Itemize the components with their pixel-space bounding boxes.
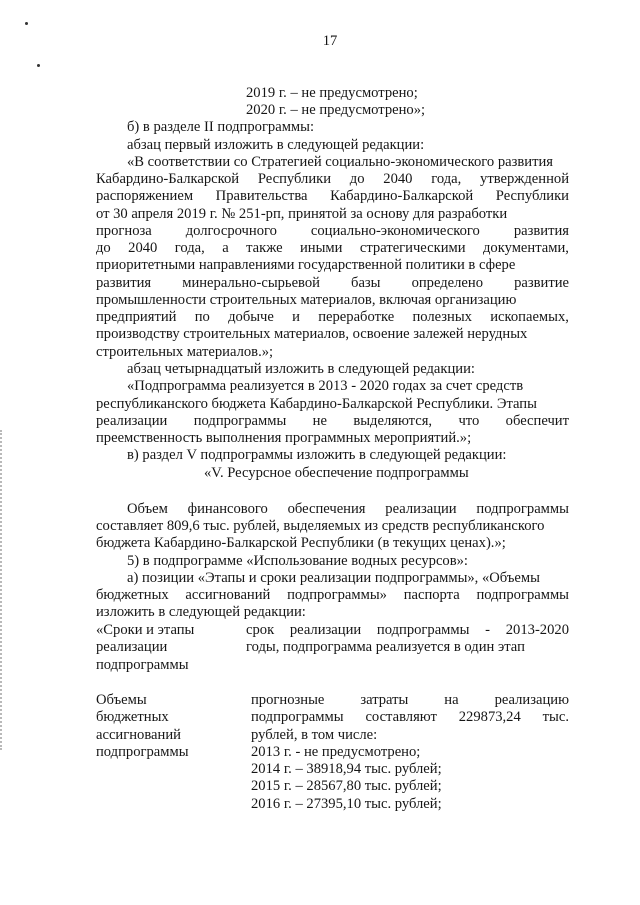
text-line	[96, 412, 569, 430]
word: а	[222, 240, 229, 256]
word: иными	[300, 240, 343, 256]
text-line: 5) в подпрограмме «Использование водных ресурсов»:	[127, 553, 468, 569]
word: обеспечения	[287, 501, 366, 517]
word: срок	[246, 622, 275, 638]
text-line: б) в разделе II подпрограммы:	[127, 119, 315, 135]
word: подпрограммы	[193, 413, 287, 429]
text-line: абзац первый изложить в следующей редакции:	[127, 137, 425, 153]
text-line: промышленности строительных материалов, включая организацию	[96, 292, 517, 308]
word: Кабардино-Балкарской	[96, 171, 240, 187]
word: утвержденной	[480, 171, 569, 187]
word: Республики	[257, 171, 332, 187]
text-line: абзац четырнадцатый изложить в следующей редакции:	[127, 361, 475, 377]
word: развитие	[514, 275, 569, 291]
word: 2040	[383, 171, 413, 187]
text-line: в) раздел V подпрограммы изложить в следующей редакции:	[127, 447, 507, 463]
text-line: приоритетными направлениями государственной политики в сфере	[96, 257, 516, 273]
table-label: подпрограммы	[96, 744, 189, 760]
word: минерально-сырьевой	[182, 275, 320, 291]
word: переработке	[318, 309, 395, 325]
text-line	[96, 274, 569, 292]
table-value: годы, подпрограмма реализуется в один этап	[246, 639, 525, 655]
word: долгосрочного	[185, 223, 277, 239]
word: Правительства	[215, 188, 308, 204]
word: подпрограммы»	[287, 587, 387, 603]
word: до	[96, 240, 111, 256]
table-value: 2015 г. – 28567,80 тыс. рублей;	[251, 778, 442, 794]
table-label: подпрограммы	[96, 657, 189, 673]
word: Республики	[495, 188, 569, 204]
table-label: бюджетных	[96, 709, 169, 725]
word: добыче	[228, 309, 274, 325]
word: предприятий	[96, 309, 177, 325]
table-value	[246, 621, 569, 639]
text-line: преемственность выполнения программных мероприятий.»;	[96, 430, 472, 446]
text-line: а) позиции «Этапы и сроки реализации подпрограммы», «Объемы	[127, 570, 540, 586]
section-heading: «V. Ресурсное обеспечение подпрограммы	[204, 465, 469, 481]
word: ассигнований	[185, 587, 271, 603]
text-line: 2020 г. – не предусмотрено»;	[246, 102, 426, 118]
word: 229873,24	[458, 709, 521, 725]
word: выделяются,	[353, 413, 433, 429]
word: также	[246, 240, 283, 256]
word: подпрограммы	[376, 622, 470, 638]
word: Объем	[127, 501, 168, 517]
text-line: «Подпрограмма реализуется в 2013 - 2020 годах за счет средств	[127, 378, 524, 394]
text-line: производству строительных материалов, освоение залежей нерудных	[96, 326, 528, 342]
word: затраты	[360, 692, 409, 708]
word: года,	[174, 240, 205, 256]
word: документами,	[482, 240, 569, 256]
word: что	[458, 413, 480, 429]
word: и	[292, 309, 300, 325]
word: определено	[411, 275, 484, 291]
scan-speck	[25, 22, 28, 25]
word: не	[312, 413, 327, 429]
word: 2040	[128, 240, 158, 256]
word: на	[444, 692, 459, 708]
word: года,	[431, 171, 462, 187]
word: составляют	[365, 709, 437, 725]
word: обеспечит	[505, 413, 569, 429]
table-value	[251, 691, 569, 709]
text-line: «В соответствии со Стратегией социально-экономического развития	[127, 154, 553, 170]
word: до	[349, 171, 365, 187]
word: ископаемых,	[490, 309, 569, 325]
word: распоряжением	[96, 188, 194, 204]
word: реализации	[289, 622, 362, 638]
text-line: республиканского бюджета Кабардино-Балкарской Республики. Этапы	[96, 396, 537, 412]
word: по	[194, 309, 210, 325]
word: бюджетных	[96, 587, 169, 603]
word: Кабардино-Балкарской	[330, 188, 474, 204]
word: прогноза	[96, 223, 152, 239]
text-line	[96, 170, 569, 188]
word: 2013-2020	[505, 622, 569, 638]
text-line: изложить в следующей редакции:	[96, 604, 306, 620]
word: финансового	[187, 501, 268, 517]
table-value: 2013 г. - не предусмотрено;	[251, 744, 421, 760]
word: развития	[513, 223, 569, 239]
text-line	[96, 308, 569, 326]
scan-speck	[37, 64, 40, 67]
word: реализацию	[494, 692, 569, 708]
table-label: реализации	[96, 639, 168, 655]
word: подпрограммы	[476, 587, 569, 603]
word: стратегическими	[359, 240, 466, 256]
text-line	[96, 187, 569, 205]
word: подпрограммы	[251, 709, 344, 725]
table-label: Объемы	[96, 692, 147, 708]
table-value: 2016 г. – 27395,10 тыс. рублей;	[251, 796, 442, 812]
word: -	[485, 622, 491, 638]
table-value: 2014 г. – 38918,94 тыс. рублей;	[251, 761, 442, 777]
text-line	[96, 586, 569, 604]
word: социально-экономического	[310, 223, 480, 239]
table-value: рублей, в том числе:	[251, 727, 378, 743]
word: полезных	[412, 309, 472, 325]
text-line	[96, 239, 569, 257]
word: реализации	[385, 501, 457, 517]
word: тыс.	[542, 709, 569, 725]
page-number: 17	[322, 33, 338, 49]
word: реализации	[96, 413, 168, 429]
text-line: бюджета Кабардино-Балкарской Республики (в текущих ценах).»;	[96, 535, 506, 551]
text-line: составляет 809,6 тыс. рублей, выделяемых из средств республиканского	[96, 518, 545, 534]
word: подпрограммы	[476, 501, 569, 517]
scan-edge-marks	[0, 430, 8, 750]
word: развития	[96, 275, 152, 291]
text-line	[96, 222, 569, 240]
word: базы	[351, 275, 381, 291]
text-line	[127, 500, 569, 518]
word: прогнозные	[251, 692, 325, 708]
text-line: от 30 апреля 2019 г. № 251-рп, принятой за основу для разработки	[96, 206, 508, 222]
text-line: 2019 г. – не предусмотрено;	[246, 85, 418, 101]
table-label: «Сроки и этапы	[96, 622, 195, 638]
word: паспорта	[403, 587, 460, 603]
table-label: ассигнований	[96, 727, 181, 743]
text-line: строительных материалов.»;	[96, 344, 274, 360]
table-value	[251, 708, 569, 726]
